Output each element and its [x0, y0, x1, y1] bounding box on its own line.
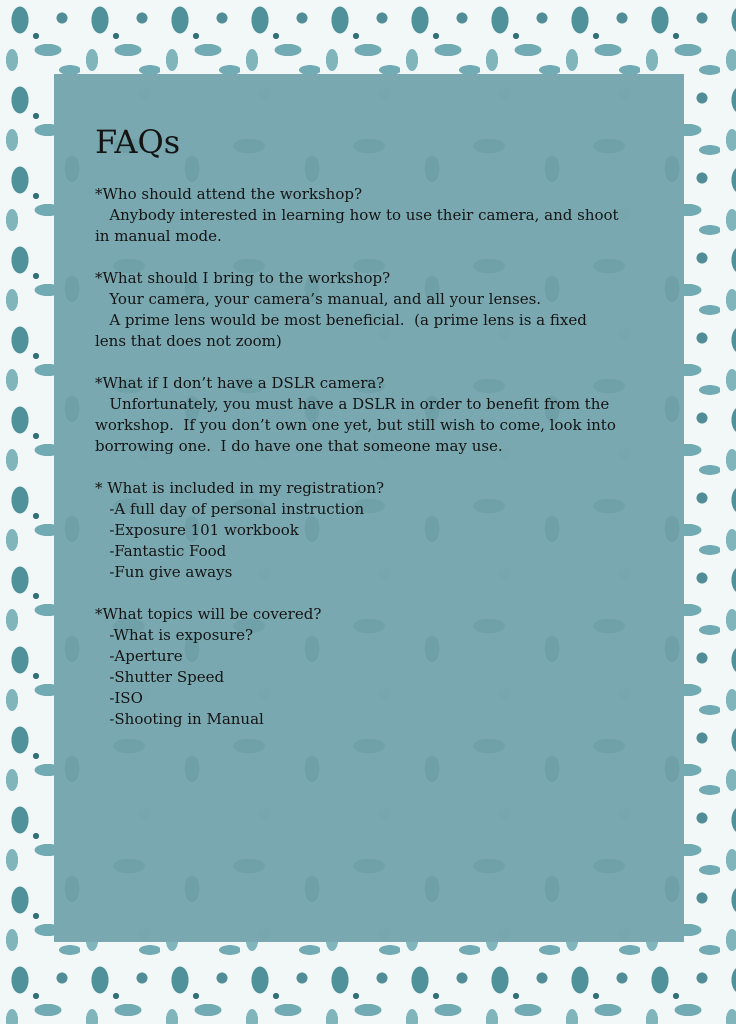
list-item: -Fantastic Food [95, 542, 227, 560]
faq-answer-line: A prime lens would be most beneficial. (a prime lens is a fixed [95, 311, 587, 329]
faq-item-no-dslr [95, 373, 655, 457]
faq-answer-line: in manual mode. [95, 227, 222, 245]
faq-content [95, 122, 655, 751]
list-item: -Shutter Speed [95, 668, 225, 686]
faq-answer-line: Your camera, your camera’s manual, and all your lenses. [95, 290, 542, 308]
faq-answer-line: Unfortunately, you must have a DSLR in order to benefit from the [95, 395, 610, 413]
list-item: -A full day of personal instruction [95, 500, 365, 518]
faq-answer-line: workshop. If you don’t own one yet, but still wish to come, look into [95, 416, 616, 434]
faq-answer-line: borrowing one. I do have one that someone may use. [95, 437, 503, 455]
faq-question: *Who should attend the workshop? [95, 185, 362, 203]
faq-question: *What topics will be covered? [95, 605, 322, 623]
faq-question: *What if I don’t have a DSLR camera? [95, 374, 385, 392]
faq-item-what-to-bring [95, 268, 655, 352]
faq-answer-line: lens that does not zoom) [95, 332, 282, 350]
faq-answer-line: Anybody interested in learning how to use their camera, and shoot [95, 206, 619, 224]
faq-item-who-should-attend [95, 184, 655, 247]
list-item: -ISO [95, 689, 143, 707]
faq-question: * What is included in my registration? [95, 479, 385, 497]
faq-item-registration [95, 478, 655, 583]
list-item: -Exposure 101 workbook [95, 521, 299, 539]
list-item: -Shooting in Manual [95, 710, 264, 728]
list-item: -Aperture [95, 647, 183, 665]
faq-item-topics [95, 604, 655, 730]
page-title: FAQs [95, 123, 181, 161]
list-item: -Fun give aways [95, 563, 233, 581]
faq-question: *What should I bring to the workshop? [95, 269, 391, 287]
list-item: -What is exposure? [95, 626, 254, 644]
